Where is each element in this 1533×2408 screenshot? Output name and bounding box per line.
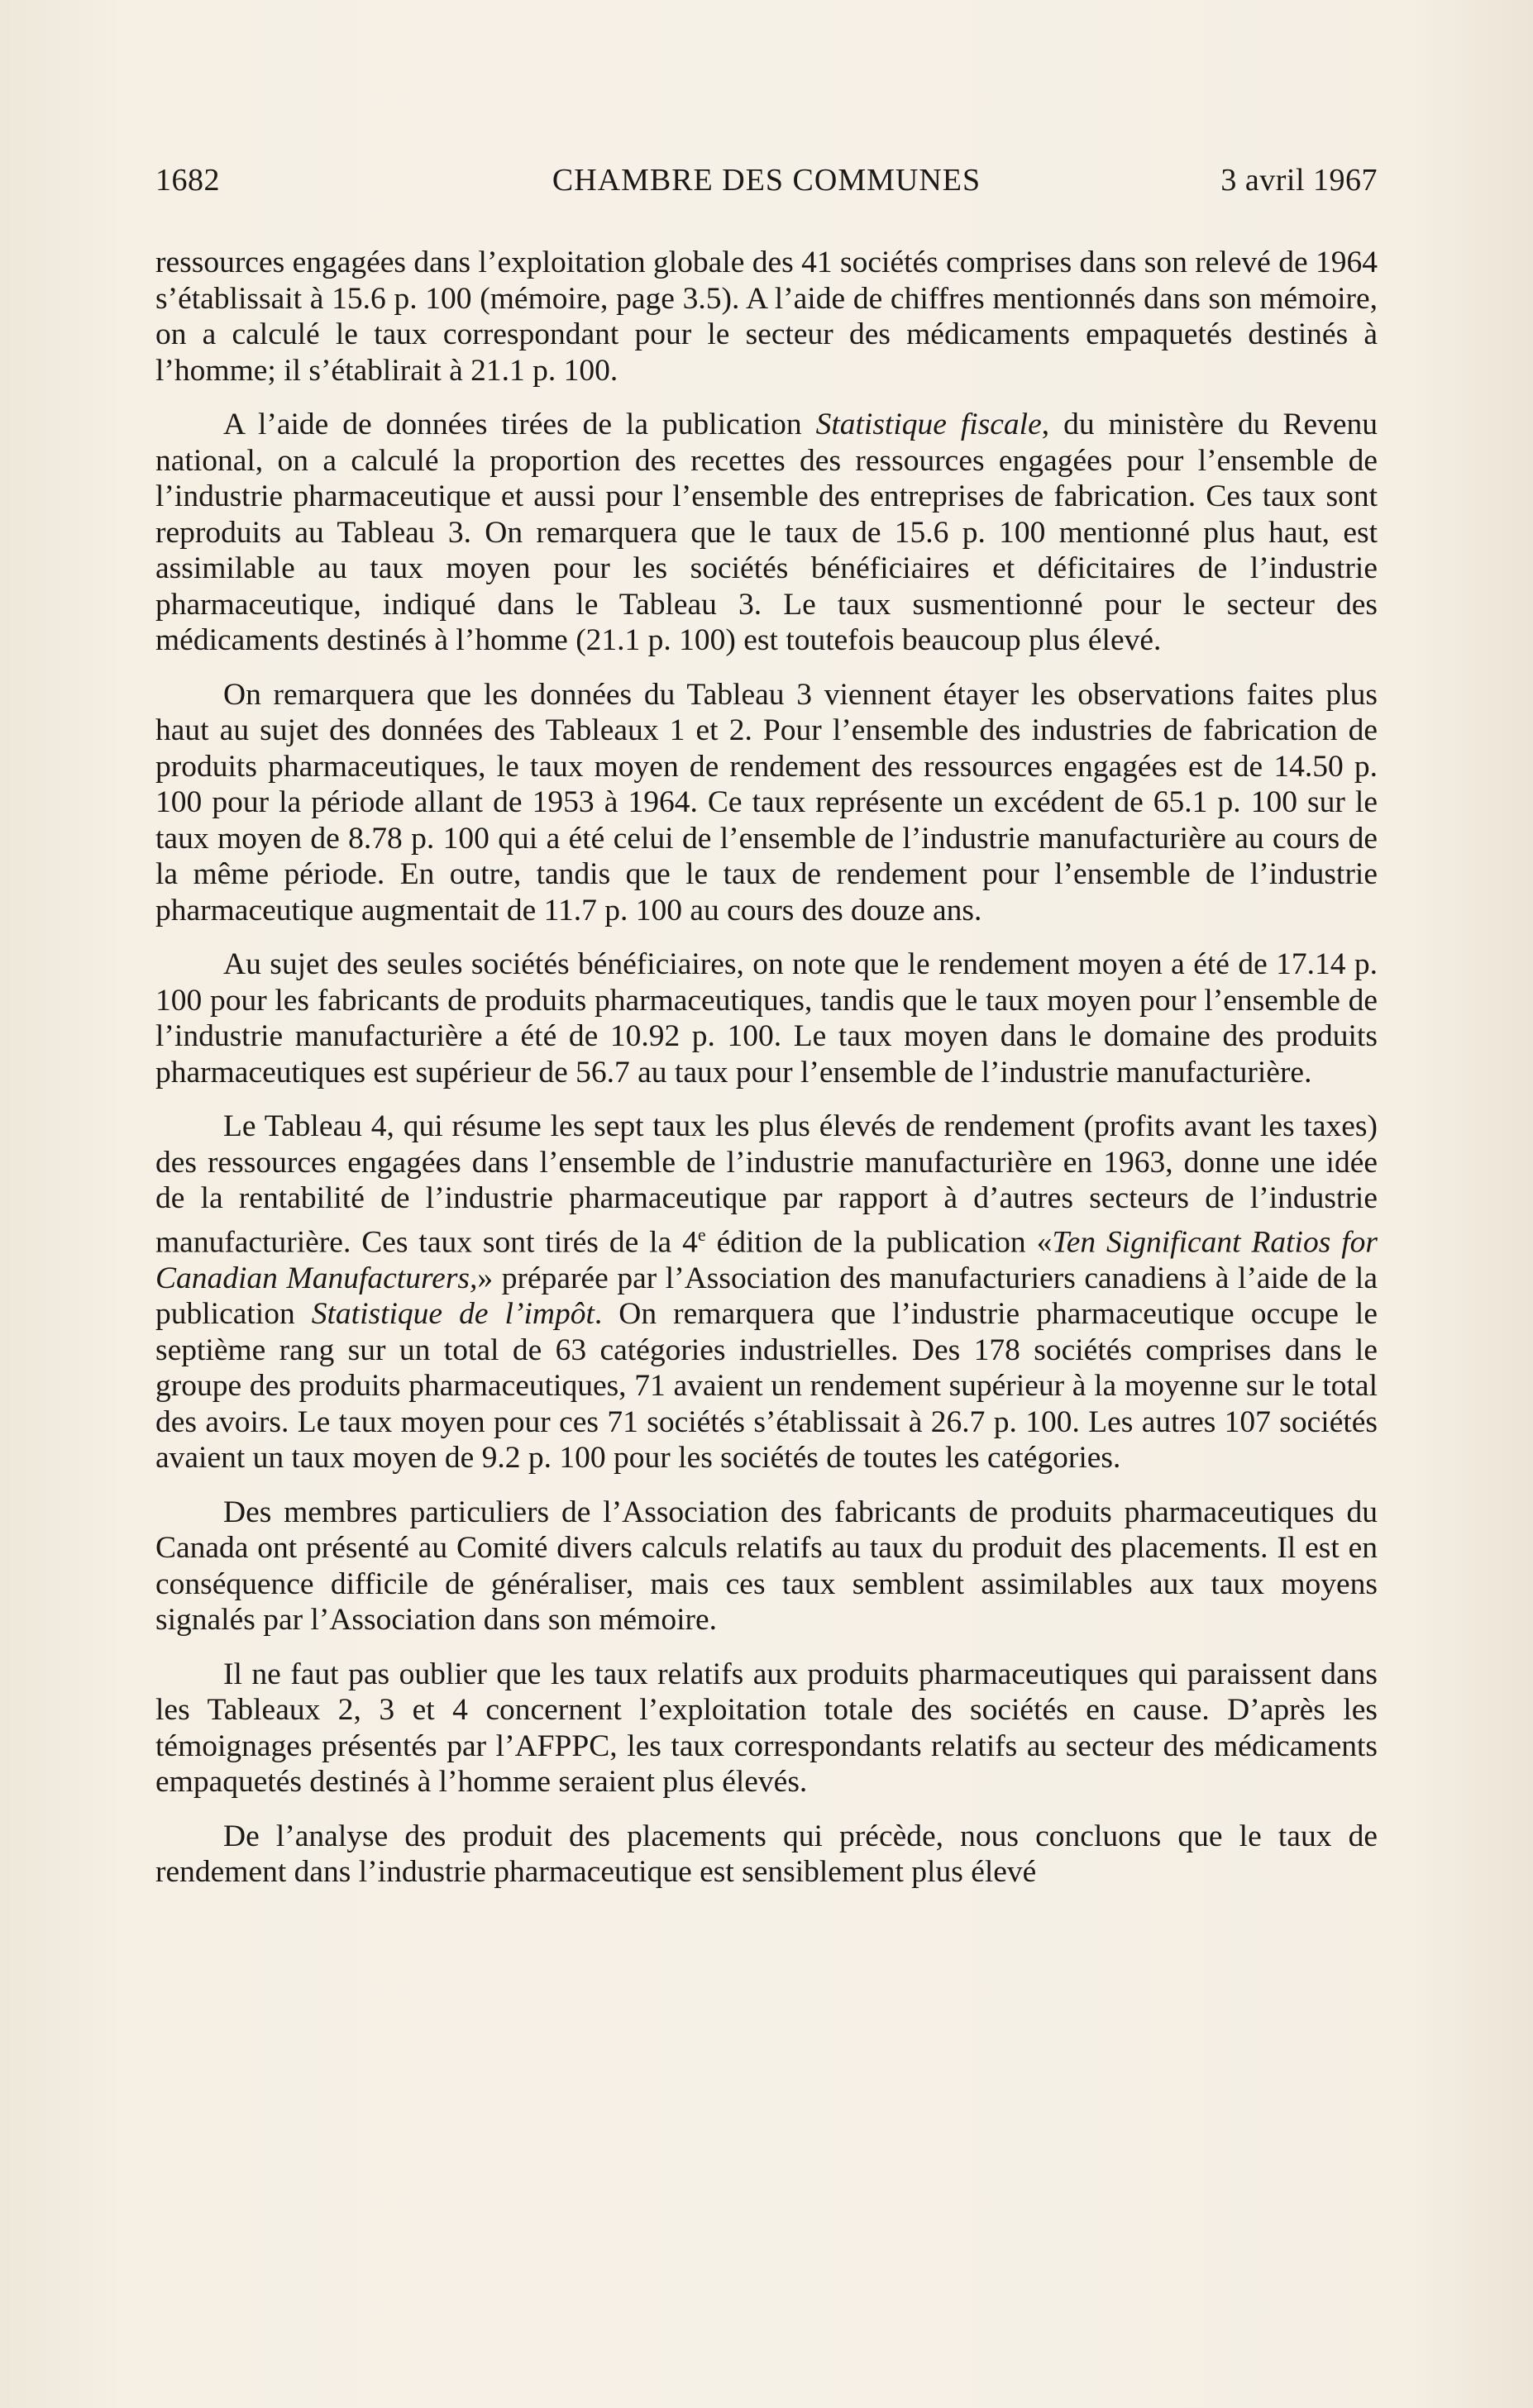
body-text (155, 245, 1378, 1909)
paragraph-5-part-d: . On remarquera que l’industrie pharmaceutique occupe le septième rang sur un total de 63 catégories industrielles. Des 178 sociétés comprises dans le groupe des produits pharmaceutiques, 71 avaient un rendement supérieur à la moyenne sur le total des avoirs. Le taux moyen pour ces 71 sociétés s’établissait à 26.7 p. 100. Les autres 107 sociétés avaient un taux moyen de 9.2 p. 100 pour les sociétés de toutes les catégories. (155, 1297, 1378, 1475)
page-header (155, 162, 1378, 212)
paragraph-1: ressources engagées dans l’exploitation globale des 41 sociétés comprises dans son relevé de 1964 s’établissait à 15.6 p. 100 (mémoire, page 3.5). A l’aide de chiffres mentionnés dans son mémoire, on a calculé le taux correspondant pour le secteur des médicaments empaquetés destinés à l’homme; il s’établirait à 21.1 p. 100. (155, 246, 1378, 388)
paragraph-5-part-b: édition de la publication « (705, 1225, 1053, 1259)
publication-title-statistique-fiscale: Statistique fiscale (815, 408, 1042, 441)
page-number: 1682 (155, 163, 220, 198)
paragraph-5-part-c: » préparée par l’Association des manufacturiers canadiens à l’aide de la publication (155, 1261, 1378, 1331)
paragraph-8: De l’analyse des produit des placements qui précède, nous concluons que le taux de rendement dans l’industrie pharmaceutique est sensiblement plus élevé (155, 1819, 1378, 1889)
paragraph-2-part-a: A l’aide de données tirées de la publication (223, 408, 816, 441)
ordinal-superscript: e (697, 1223, 706, 1245)
page-date: 3 avril 1967 (1220, 163, 1378, 198)
paragraph-7: Il ne faut pas oublier que les taux relatifs aux produits pharmaceutiques qui paraissent dans les Tableaux 2, 3 et 4 concernent l’exploitation totale des sociétés en cause. D’après les témoignages présentés par l’AFPPC, les taux correspondants relatifs au secteur des médicaments empaquetés destinés à l’homme seraient plus élevés. (155, 1657, 1378, 1799)
paragraph-5-part-a: Le Tableau 4, qui résume les sept taux les plus élevés de rendement (profits avant les taxes) des ressources engagées dans l’ensemble de l’industrie manufacturière en 1963, donne une idée de la rentabilité de l’industrie pharmaceutique par rapport à d’autres secteurs de l’industrie manufacturière. Ces taux sont tirés de la 4 (155, 1109, 1378, 1259)
paragraph-6: Des membres particuliers de l’Association des fabricants de produits pharmaceutiques du Canada ont présenté au Comité divers calculs relatifs au taux du produit des placements. Il est en conséquence difficile de généraliser, mais ces taux semblent assimilables aux taux moyens signalés par l’Association dans son mémoire. (155, 1495, 1378, 1637)
page-title: CHAMBRE DES COMMUNES (552, 163, 981, 198)
publication-title-ten-ratios: Ten Significant Ratios for Canadian Manufacturers, (155, 1225, 1378, 1295)
paragraph-5 (155, 1109, 1378, 1476)
paragraph-4: Au sujet des seules sociétés bénéficiaires, on note que le rendement moyen a été de 17.14 p. 100 pour les fabricants de produits pharmaceutiques, tandis que le taux moyen pour l’ensemble de l’industrie manufacturière a été de 10.92 p. 100. Le taux moyen dans le domaine des produits pharmaceutiques est supérieur de 56.7 au taux pour l’ensemble de l’industrie manufacturière. (155, 947, 1378, 1090)
paragraph-2-part-b: , du ministère du Revenu national, on a calculé la proportion des recettes des ressources engagées pour l’ensemble de l’industrie pharmaceutique et aussi pour l’ensemble des entreprises de fabrication. Ces taux sont reproduits au Tableau 3. On remarquera que le taux de 15.6 p. 100 mentionné plus haut, est assimilable au taux moyen pour les sociétés bénéficiaires et déficitaires de l’industrie pharmaceutique, indiqué dans le Tableau 3. Le taux susmentionné pour le secteur des médicaments destinés à l’homme (21.1 p. 100) est toutefois beaucoup plus élevé. (155, 408, 1378, 657)
publication-title-statistique-impot: Statistique de l’impôt (311, 1297, 595, 1331)
paragraph-3: On remarquera que les données du Tableau 3 viennent étayer les observations faites plus haut au sujet des données des Tableaux 1 et 2. Pour l’ensemble des industries de fabrication de produits pharmaceutiques, le taux moyen de rendement des ressources engagées est de 14.50 p. 100 pour la période allant de 1953 à 1964. Ce taux représente un excédent de 65.1 p. 100 sur le taux moyen de 8.78 p. 100 qui a été celui de l’ensemble de l’industrie manufacturière au cours de la même période. En outre, tandis que le taux de rendement pour l’ensemble de l’industrie pharmaceutique augmentait de 11.7 p. 100 au cours des douze ans. (155, 677, 1378, 927)
paragraph-2 (155, 407, 1378, 659)
